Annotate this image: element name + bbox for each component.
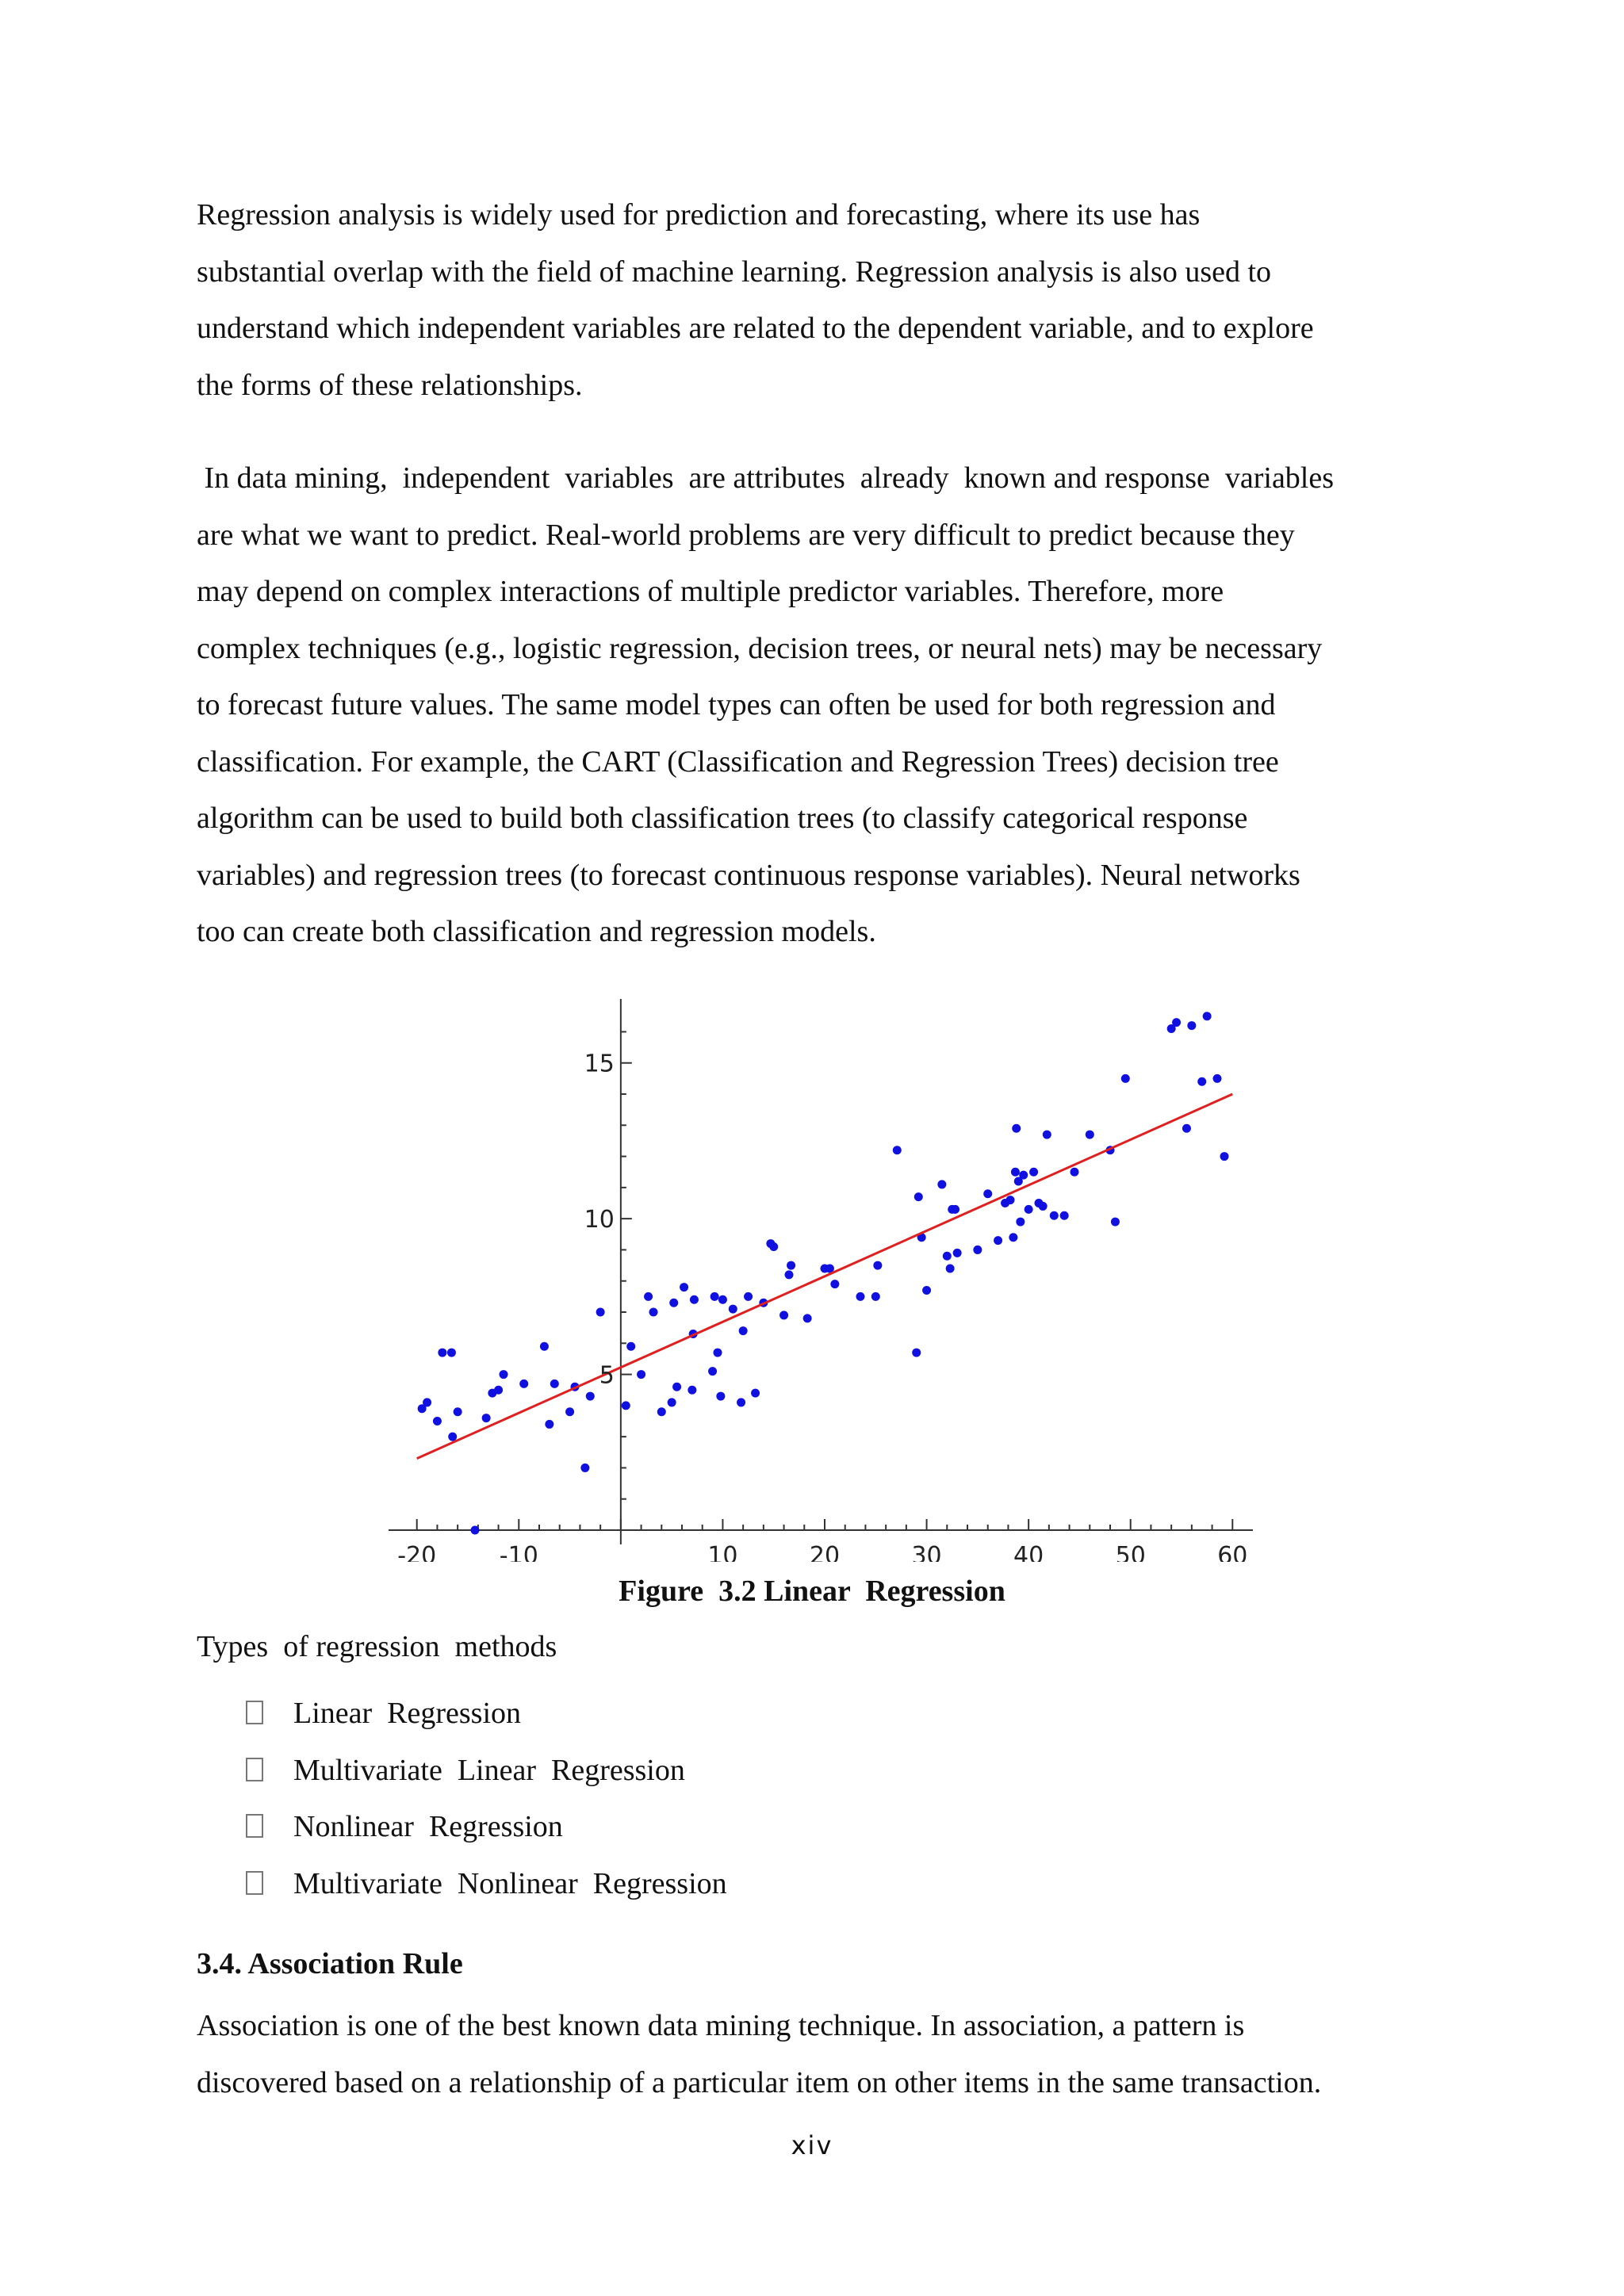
text-line: complex techniques (e.g., logistic regression, decision trees, or neural nets) may be necessary — [197, 631, 1323, 665]
checkbox-icon — [246, 1758, 263, 1781]
text-line: algorithm can be used to build both classification trees (to classify categorical response — [197, 802, 1248, 835]
text-line: variables) and regression trees (to forecast continuous response variables). Neural networks — [197, 858, 1300, 892]
data-point — [1172, 1018, 1181, 1027]
x-tick-label: 50 — [1115, 1542, 1146, 1562]
data-point — [1086, 1131, 1094, 1139]
x-tick-label: 60 — [1217, 1542, 1248, 1562]
data-point — [448, 1433, 457, 1441]
data-point — [1043, 1131, 1051, 1139]
list-item — [246, 1686, 727, 1743]
text-line: may depend on complex interactions of multiple predictor variables. Therefore, more — [197, 575, 1224, 608]
data-point — [471, 1526, 480, 1535]
list-item-label: Multivariate Linear Regression — [293, 1753, 685, 1787]
data-point — [718, 1295, 727, 1304]
data-point — [586, 1392, 595, 1401]
data-point — [1019, 1171, 1028, 1180]
paragraph-data-mining — [197, 450, 1434, 961]
data-point — [433, 1417, 442, 1425]
data-point — [856, 1292, 865, 1301]
data-point — [937, 1180, 946, 1188]
regression-types-list — [246, 1686, 727, 1912]
data-point — [454, 1407, 462, 1416]
data-point — [803, 1314, 812, 1322]
page-number: xiv — [791, 2130, 833, 2160]
data-point — [1060, 1211, 1069, 1220]
data-point — [1025, 1205, 1033, 1214]
data-point — [951, 1205, 959, 1214]
data-point — [1187, 1021, 1196, 1030]
data-point — [737, 1398, 745, 1406]
chart-tick-labels — [397, 1050, 1247, 1562]
text-line: too can create both classification and regression models. — [197, 915, 876, 948]
data-point — [540, 1342, 549, 1351]
checkbox-icon — [246, 1814, 263, 1838]
data-point — [1009, 1233, 1017, 1242]
data-point — [893, 1146, 902, 1154]
data-point — [519, 1380, 528, 1388]
data-point — [626, 1342, 635, 1351]
data-point — [688, 1386, 696, 1395]
data-point — [744, 1292, 753, 1301]
data-point — [438, 1349, 446, 1357]
data-point — [494, 1386, 503, 1395]
data-point — [714, 1349, 722, 1357]
chart-fit-line — [417, 1094, 1233, 1459]
list-item — [246, 1743, 727, 1800]
data-point — [922, 1286, 931, 1295]
data-point — [680, 1283, 688, 1292]
data-point — [580, 1464, 589, 1472]
data-point — [983, 1189, 992, 1198]
data-point — [943, 1252, 952, 1261]
data-point — [1111, 1218, 1120, 1226]
text-line: Association is one of the best known data mining technique. In association, a pattern is — [197, 2009, 1245, 2042]
data-point — [1071, 1168, 1079, 1177]
data-point — [994, 1236, 1002, 1245]
data-point — [482, 1414, 491, 1422]
list-item-label: Nonlinear Regression — [293, 1810, 563, 1843]
text-line: Regression analysis is widely used for prediction and forecasting, where its use has — [197, 198, 1201, 232]
section-heading: 3.4. Association Rule — [197, 1947, 463, 1980]
data-point — [657, 1407, 666, 1416]
text-line: are what we want to predict. Real-world problems are very difficult to predict because they — [197, 518, 1295, 552]
list-item-label: Multivariate Nonlinear Regression — [293, 1866, 727, 1900]
data-point — [649, 1308, 658, 1317]
data-point — [1006, 1196, 1015, 1204]
data-point — [830, 1280, 839, 1288]
data-point — [739, 1326, 748, 1335]
regression-figure — [373, 975, 1277, 1566]
data-point — [914, 1192, 923, 1201]
data-point — [690, 1295, 699, 1304]
paragraph-regression-uses — [197, 187, 1434, 414]
data-point — [953, 1249, 962, 1257]
text-line: In data mining, independent variables are attributes already known and response variables — [197, 461, 1335, 495]
data-point — [710, 1292, 719, 1301]
data-point — [1029, 1168, 1038, 1177]
data-point — [1182, 1124, 1191, 1133]
data-point — [769, 1242, 778, 1251]
data-point — [423, 1398, 431, 1406]
list-item-label: Linear Regression — [293, 1697, 522, 1730]
x-tick-label: 10 — [707, 1542, 738, 1562]
data-point — [751, 1389, 760, 1398]
data-point — [871, 1292, 880, 1301]
data-point — [785, 1270, 794, 1279]
figure-caption: Figure 3.2 Linear Regression — [619, 1575, 1005, 1608]
data-point — [672, 1383, 681, 1391]
data-point — [596, 1308, 605, 1317]
checkbox-icon — [246, 1871, 263, 1895]
data-point — [637, 1370, 645, 1379]
data-point — [973, 1246, 982, 1254]
data-point — [447, 1349, 456, 1357]
data-point — [1213, 1074, 1222, 1083]
y-tick-label: 10 — [584, 1206, 615, 1234]
data-point — [946, 1265, 955, 1273]
regression-line — [417, 1094, 1233, 1459]
data-point — [1016, 1218, 1025, 1226]
text-line: understand which independent variables are related to the dependent variable, and to explore — [197, 312, 1314, 345]
data-point — [912, 1349, 921, 1357]
data-point — [1197, 1077, 1206, 1086]
types-heading: Types of regression methods — [197, 1630, 557, 1663]
data-point — [1050, 1211, 1059, 1220]
data-point — [716, 1392, 725, 1401]
data-point — [668, 1398, 676, 1406]
chart-points — [418, 1012, 1229, 1534]
data-point — [622, 1401, 630, 1410]
text-line: substantial overlap with the field of machine learning. Regression analysis is also used to — [197, 254, 1272, 289]
data-point — [729, 1305, 737, 1314]
data-point — [708, 1367, 717, 1376]
data-point — [565, 1407, 574, 1416]
list-item — [246, 1799, 727, 1856]
data-point — [779, 1311, 788, 1319]
data-point — [644, 1292, 653, 1301]
data-point — [669, 1299, 678, 1307]
data-point — [1220, 1152, 1229, 1161]
data-point — [1203, 1012, 1212, 1020]
data-point — [787, 1261, 795, 1270]
data-point — [1011, 1168, 1020, 1177]
data-point — [1039, 1202, 1048, 1211]
text-line: the forms of these relationships. — [197, 368, 583, 402]
text-line: classification. For example, the CART (Classification and Regression Trees) decision tree — [197, 744, 1279, 779]
checkbox-icon — [246, 1701, 263, 1724]
data-point — [545, 1420, 553, 1429]
text-line: discovered based on a relationship of a particular item on other items in the same transaction. — [197, 2065, 1322, 2099]
x-tick-label: 40 — [1013, 1542, 1044, 1562]
y-tick-label: 15 — [584, 1050, 615, 1078]
data-point — [500, 1370, 508, 1379]
x-tick-label: -20 — [397, 1542, 437, 1562]
data-point — [1012, 1124, 1021, 1133]
paragraph-association — [197, 1998, 1434, 2111]
x-tick-label: 20 — [809, 1542, 841, 1562]
scatter-chart — [373, 975, 1277, 1562]
x-tick-label: 30 — [911, 1542, 942, 1562]
x-tick-label: -10 — [499, 1542, 538, 1562]
text-line: to forecast future values. The same model types can often be used for both regression and — [197, 688, 1276, 721]
data-point — [873, 1261, 882, 1270]
y-tick-label: 5 — [599, 1361, 615, 1390]
data-point — [550, 1380, 559, 1388]
data-point — [1121, 1074, 1130, 1083]
list-item — [246, 1856, 727, 1913]
